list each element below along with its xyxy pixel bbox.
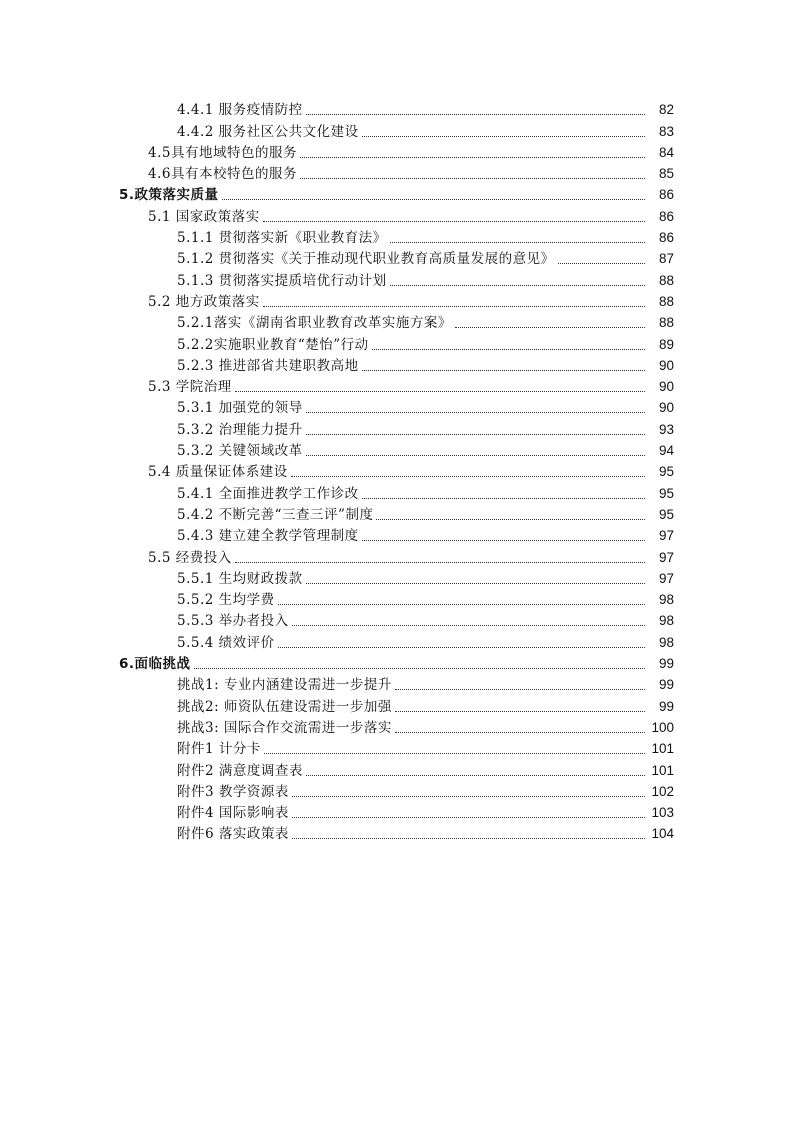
toc-entry-page-number: 89 <box>658 336 674 352</box>
dot-leader <box>395 731 645 733</box>
toc-entry-page-number: 94 <box>658 443 674 459</box>
toc-entry-label: 5.4.2 不断完善“三查三评”制度 <box>177 506 374 523</box>
dot-leader <box>306 582 645 584</box>
toc-entry-label: 5.1 国家政策落实 <box>148 208 260 225</box>
toc-entry[interactable] <box>0 140 793 161</box>
toc-entry-label: 5.5.1 生均财政拨款 <box>177 570 303 587</box>
toc-entry-label: 5.3 学院治理 <box>148 379 232 396</box>
toc-entry[interactable] <box>0 587 793 608</box>
dot-leader <box>278 646 645 648</box>
toc-entry-label: 5.1.2 贯彻落实《关于推动现代职业教育高质量发展的意见》 <box>177 251 555 268</box>
toc-entry[interactable] <box>0 821 793 842</box>
dot-leader <box>263 305 645 307</box>
toc-entry-page-number: 88 <box>658 293 674 309</box>
dot-leader <box>292 837 645 839</box>
toc-entry-label: 5.2.2实施职业教育“楚怡”行动 <box>177 336 369 353</box>
dot-leader <box>278 603 645 605</box>
toc-entry-page-number: 85 <box>658 166 674 182</box>
toc-entry-page-number: 90 <box>658 379 674 395</box>
dot-leader <box>300 156 645 158</box>
dot-leader <box>306 113 645 115</box>
dot-leader <box>306 411 645 413</box>
toc-entry-label: 附件6 落实政策表 <box>177 826 289 843</box>
toc-entry[interactable] <box>0 203 793 224</box>
toc-entry[interactable] <box>0 225 793 246</box>
dot-leader <box>390 284 645 286</box>
toc-entry[interactable] <box>0 480 793 501</box>
toc-entry-page-number: 98 <box>658 592 674 608</box>
toc-entry-label: 5.4 质量保证体系建设 <box>148 464 288 481</box>
dot-leader <box>376 518 645 520</box>
toc-entry[interactable] <box>0 267 793 288</box>
dot-leader <box>222 198 645 200</box>
toc-entry[interactable] <box>0 629 793 650</box>
dot-leader <box>263 220 645 222</box>
toc-entry[interactable] <box>0 779 793 800</box>
toc-entry-page-number: 101 <box>651 762 674 778</box>
toc-entry-page-number: 97 <box>658 549 674 565</box>
toc-entry-label: 挑战2: 师资队伍建设需进一步加强 <box>177 698 392 715</box>
toc-entry-page-number: 102 <box>651 783 674 799</box>
toc-entry-label: 5.4.1 全面推进教学工作诊改 <box>177 485 359 502</box>
toc-entry-label: 5.2.1落实《湖南省职业教育改革实施方案》 <box>177 315 452 332</box>
toc-entry[interactable] <box>0 353 793 374</box>
toc-entry-page-number: 86 <box>658 230 674 246</box>
toc-entry[interactable] <box>0 289 793 310</box>
toc-entry[interactable] <box>0 523 793 544</box>
toc-entry-page-number: 83 <box>658 123 674 139</box>
toc-entry-label: 挑战3: 国际合作交流需进一步落实 <box>177 719 392 736</box>
toc-entry-label: 5.1.1 贯彻落实新《职业教育法》 <box>177 230 387 247</box>
toc-entry[interactable] <box>0 566 793 587</box>
toc-entry-label: 4.4.1 服务疫情防控 <box>177 102 303 119</box>
dot-leader <box>292 795 645 797</box>
toc-entry[interactable] <box>0 182 793 203</box>
dot-leader <box>455 326 645 328</box>
toc-entry-page-number: 84 <box>658 144 674 160</box>
toc-entry-label: 4.5具有地域特色的服务 <box>148 144 297 161</box>
toc-entry-label: 5.2.3 推进部省共建职教高地 <box>177 357 359 374</box>
toc-entry[interactable] <box>0 416 793 437</box>
toc-entry-label: 5.5.3 举办者投入 <box>177 613 289 630</box>
table-of-contents <box>0 97 793 842</box>
toc-entry-label: 5.3.2 治理能力提升 <box>177 421 303 438</box>
toc-entry[interactable] <box>0 118 793 139</box>
dot-leader <box>235 390 645 392</box>
toc-entry-page-number: 95 <box>658 506 674 522</box>
toc-entry-page-number: 99 <box>658 677 674 693</box>
toc-entry[interactable] <box>0 97 793 118</box>
toc-entry-label: 4.6具有本校特色的服务 <box>148 166 297 183</box>
toc-entry-label: 附件1 计分卡 <box>177 741 261 758</box>
toc-entry[interactable] <box>0 502 793 523</box>
toc-entry-page-number: 99 <box>658 698 674 714</box>
toc-entry-page-number: 88 <box>658 272 674 288</box>
dot-leader <box>306 454 645 456</box>
toc-entry-label: 5.5.2 生均学费 <box>177 592 275 609</box>
dot-leader <box>291 475 645 477</box>
dot-leader <box>292 624 645 626</box>
toc-entry[interactable] <box>0 161 793 182</box>
toc-entry-label: 5.政策落实质量 <box>119 187 219 204</box>
dot-leader <box>395 688 645 690</box>
toc-entry-page-number: 98 <box>658 613 674 629</box>
toc-entry-label: 5.5.4 绩效评价 <box>177 634 275 651</box>
toc-entry-page-number: 95 <box>658 485 674 501</box>
dot-leader <box>395 710 645 712</box>
toc-entry-label: 附件2 满意度调查表 <box>177 762 303 779</box>
toc-entry-label: 挑战1: 专业内涵建设需进一步提升 <box>177 677 392 694</box>
toc-entry-page-number: 88 <box>658 315 674 331</box>
toc-entry-page-number: 93 <box>658 421 674 437</box>
toc-entry-page-number: 87 <box>658 251 674 267</box>
dot-leader <box>306 774 645 776</box>
dot-leader <box>372 348 645 350</box>
toc-entry-page-number: 90 <box>658 357 674 373</box>
dot-leader <box>235 561 645 563</box>
toc-entry[interactable] <box>0 459 793 480</box>
toc-entry-page-number: 82 <box>658 102 674 118</box>
toc-entry-label: 5.3.1 加强党的领导 <box>177 400 303 417</box>
toc-entry[interactable] <box>0 310 793 331</box>
dot-leader <box>362 369 645 371</box>
toc-entry[interactable] <box>0 693 793 714</box>
toc-entry-page-number: 90 <box>658 400 674 416</box>
dot-leader <box>558 262 645 264</box>
toc-entry-label: 5.1.3 贯彻落实提质培优行动计划 <box>177 272 387 289</box>
toc-entry-page-number: 86 <box>658 208 674 224</box>
toc-entry-page-number: 86 <box>658 187 674 203</box>
toc-entry-label: 5.2 地方政策落实 <box>148 293 260 310</box>
toc-entry[interactable] <box>0 715 793 736</box>
toc-entry-page-number: 100 <box>651 719 674 735</box>
dot-leader <box>306 433 645 435</box>
toc-entry-page-number: 95 <box>658 464 674 480</box>
toc-entry-label: 附件3 教学资源表 <box>177 783 289 800</box>
toc-entry[interactable] <box>0 246 793 267</box>
toc-entry[interactable] <box>0 672 793 693</box>
toc-entry[interactable] <box>0 757 793 778</box>
dot-leader <box>362 497 645 499</box>
toc-entry-page-number: 104 <box>651 826 674 842</box>
toc-entry[interactable] <box>0 331 793 352</box>
toc-entry[interactable] <box>0 395 793 416</box>
toc-entry[interactable] <box>0 438 793 459</box>
toc-entry-label: 6.面临挑战 <box>119 656 191 673</box>
toc-entry-label: 5.4.3 建立建全教学管理制度 <box>177 528 359 545</box>
toc-entry[interactable] <box>0 544 793 565</box>
toc-entry[interactable] <box>0 374 793 395</box>
toc-entry[interactable] <box>0 651 793 672</box>
toc-entry-page-number: 99 <box>658 656 674 672</box>
dot-leader <box>300 177 645 179</box>
toc-entry[interactable] <box>0 800 793 821</box>
toc-entry[interactable] <box>0 608 793 629</box>
dot-leader <box>194 667 645 669</box>
toc-entry-label: 5.3.2 关键领域改革 <box>177 443 303 460</box>
toc-entry-label: 4.4.2 服务社区公共文化建设 <box>177 123 359 140</box>
toc-entry-label: 5.5 经费投入 <box>148 549 232 566</box>
toc-entry-page-number: 97 <box>658 570 674 586</box>
dot-leader <box>362 539 645 541</box>
toc-entry-page-number: 103 <box>651 805 674 821</box>
toc-entry[interactable] <box>0 736 793 757</box>
dot-leader <box>264 752 645 754</box>
dot-leader <box>292 816 645 818</box>
dot-leader <box>390 241 645 243</box>
toc-entry-page-number: 97 <box>658 528 674 544</box>
toc-entry-label: 附件4 国际影响表 <box>177 805 289 822</box>
toc-entry-page-number: 98 <box>658 634 674 650</box>
toc-entry-page-number: 101 <box>651 741 674 757</box>
dot-leader <box>362 135 645 137</box>
